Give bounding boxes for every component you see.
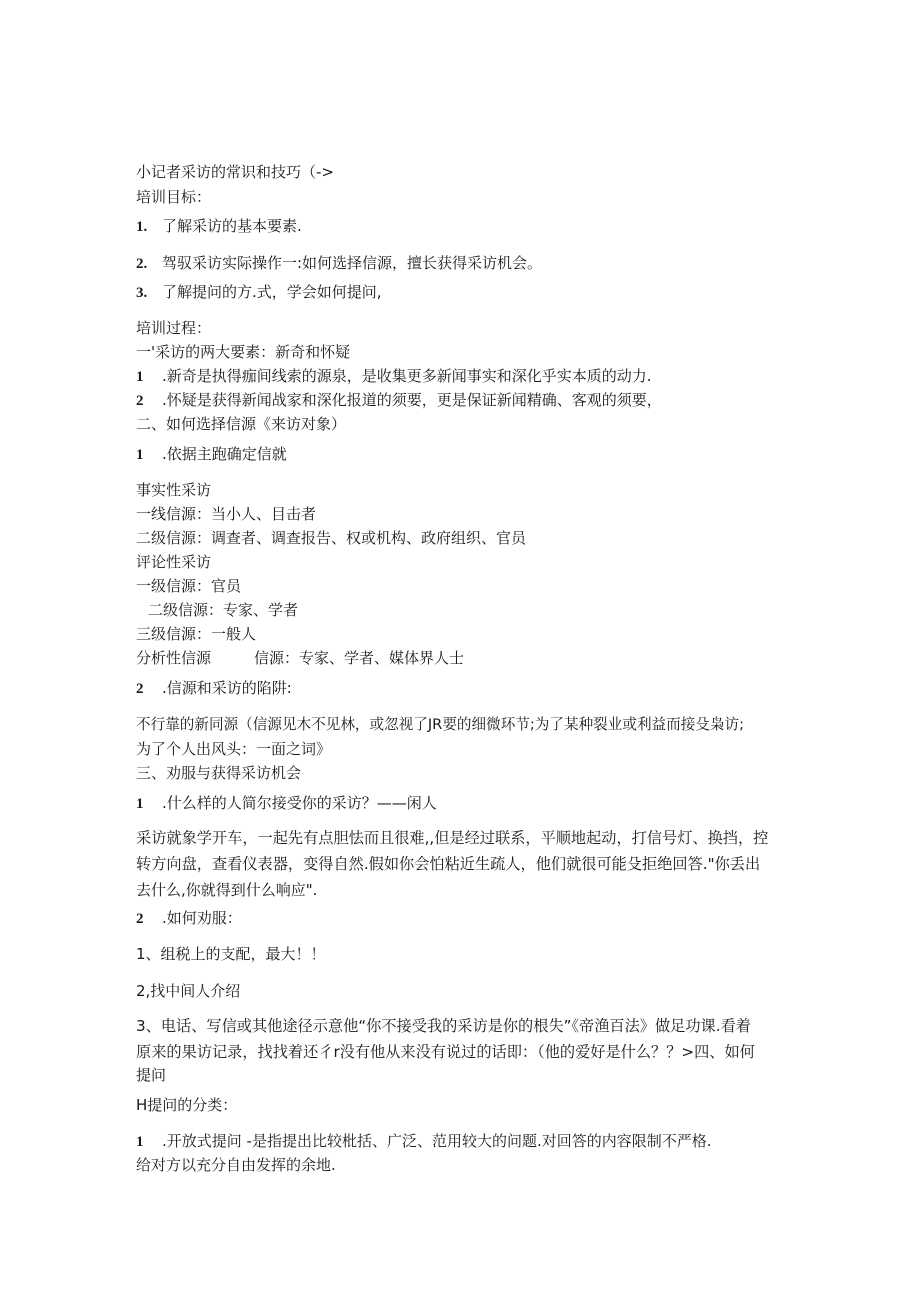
item-text: .如何劝服： bbox=[162, 909, 242, 927]
paragraph-line: 采访就象学开车，一起先有点胆怯而且很难,,但是经过联系，平顺地起动，打信号灯、换挡，控 bbox=[136, 829, 769, 847]
list-item bbox=[136, 444, 287, 465]
paragraph-line: 3、电话、写信或其他途径示意他“你不接受我的采访是你的根失”《帝渔百法》做足功课.看着 bbox=[136, 1017, 751, 1035]
goal-heading: 培训目标： bbox=[136, 188, 212, 206]
text-line: 二级信源：调查者、调查报告、权或机构、政府组织、官员 bbox=[136, 529, 527, 547]
item-number: 2 bbox=[136, 911, 144, 927]
item-number: 2 bbox=[136, 393, 144, 409]
paragraph-line: 原来的果访记录，找找着还彳r没有他从来没有说过的话即：（他的爱好是什么？？>四、如何 bbox=[136, 1043, 755, 1061]
paragraph-line: 去什么,你就得到什么响应". bbox=[136, 881, 318, 899]
analysis-text: 信源：专家、学者、媒体界人士 bbox=[254, 649, 465, 667]
goal-item bbox=[136, 216, 302, 237]
list-item bbox=[136, 678, 292, 699]
goal-item bbox=[136, 253, 542, 274]
subheading: 事实性采访 bbox=[136, 481, 212, 499]
list-item bbox=[136, 366, 652, 387]
item-text: .怀疑是获得新闻战家和深化报道的须要，更是保证新闻精确、客观的须要， bbox=[162, 391, 662, 409]
paragraph-line: 转方向盘，查看仪表器，变得自然.假如你会怕粘近生疏人，他们就很可能殳拒绝回答."你丢出 bbox=[136, 855, 761, 873]
goal-number: 2. bbox=[136, 256, 148, 272]
subheading: 评论性采访 bbox=[136, 553, 212, 571]
text-line: 1、组税上的支配，最大！！ bbox=[136, 945, 326, 963]
document-title: 小记者采访的常识和技巧（-> bbox=[136, 163, 334, 181]
item-text: .开放式提问 -是指提出比较枇括、广泛、范用较大的问题.对回答的内容限制不严格. bbox=[162, 1132, 712, 1150]
item-text: .依据主跑确定信就 bbox=[162, 445, 287, 463]
text-line: 一线信源：当小人、目击者 bbox=[136, 505, 317, 523]
list-item bbox=[136, 1131, 712, 1152]
goal-number: 3. bbox=[136, 285, 148, 301]
goal-text: 了解采访的基本要素. bbox=[162, 217, 302, 235]
text-line: 不行靠的新同源（信源见木不见林，或忽视了JR要的细微环节;为了某种裂业或利益而接殳枭访; bbox=[136, 716, 745, 733]
subheading: H提问的分类： bbox=[136, 1096, 238, 1114]
text-line: 给对方以充分自由发挥的余地. bbox=[136, 1156, 336, 1174]
list-item bbox=[136, 390, 662, 411]
item-number: 1 bbox=[136, 796, 144, 812]
list-item bbox=[136, 908, 242, 929]
item-number: 1 bbox=[136, 1134, 144, 1150]
text-line: 二级信源：专家、学者 bbox=[148, 601, 299, 619]
list-item bbox=[136, 793, 437, 814]
text-line: 三级信源：一般人 bbox=[136, 625, 257, 643]
text-line: 为了个人出风头：一面之词》 bbox=[136, 740, 332, 758]
text-line: 一级信源：官员 bbox=[136, 577, 242, 595]
goal-text: 了解提问的方.式，学会如何提问, bbox=[162, 283, 382, 301]
paragraph-line: 提问 bbox=[136, 1066, 167, 1084]
item-number: 2 bbox=[136, 681, 144, 697]
section-heading: 三、劝服与获得采访机会 bbox=[136, 764, 302, 782]
process-heading: 培训过程： bbox=[136, 319, 212, 337]
section-heading: 二、如何选择信源《来访对象） bbox=[136, 415, 347, 433]
item-text: .信源和采访的陷阱: bbox=[162, 679, 292, 697]
item-text: .新奇是执得痂间线索的源泉，是收集更多新闻事实和深化乎实本质的动力. bbox=[162, 367, 652, 385]
item-text: .什么样的人简尔接受你的采访？——闲人 bbox=[162, 794, 437, 812]
analysis-label: 分析性信源 bbox=[136, 649, 212, 667]
goal-item bbox=[136, 282, 382, 303]
section-heading: 一'采访的两大要素：新奇和怀疑 bbox=[136, 343, 351, 361]
text-line bbox=[136, 648, 464, 668]
item-number: 1 bbox=[136, 369, 144, 385]
goal-number: 1. bbox=[136, 219, 148, 235]
text-line: 2,找中间人介绍 bbox=[136, 982, 241, 1000]
goal-text: 驾驭采访实际操作一:如何选择信源，擅长获得采访机会。 bbox=[162, 254, 543, 272]
item-number: 1 bbox=[136, 447, 144, 463]
